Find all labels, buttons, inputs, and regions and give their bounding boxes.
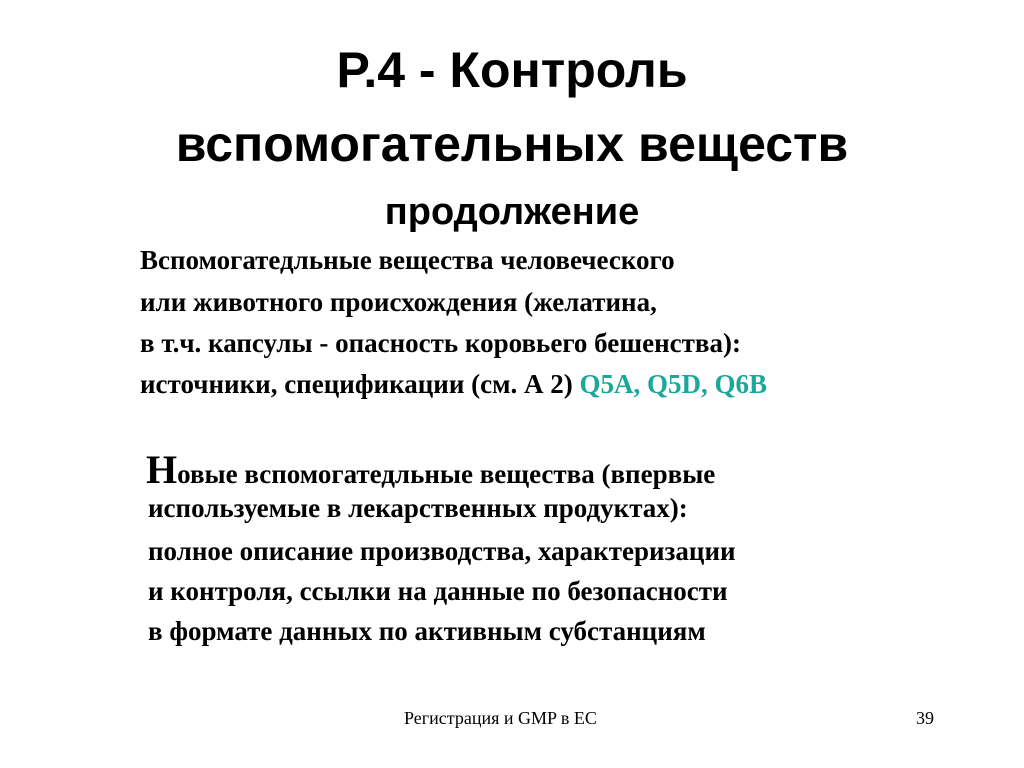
block2-line-1-text: овые вспомогатедльные вещества (впервые	[177, 459, 716, 489]
slide-title-line-2: вспомогательных веществ	[175, 116, 849, 172]
block1-line-4-text: источники, спецификации (см. А 2)	[140, 369, 580, 399]
slide-title-line-1: P.4 - Контроль	[336, 42, 688, 98]
block2-line-3: полное описание производства, характеризации	[148, 536, 736, 566]
block2-line-1	[146, 447, 716, 492]
block2-line-4: и контроля, ссылки на данные по безопасности	[148, 576, 728, 606]
block2-initial-letter: Н	[146, 447, 178, 492]
block2-line-2: используемые в лекарственных продуктах):	[148, 493, 688, 523]
block1-line-2: или животного происхождения (желатина,	[140, 287, 657, 317]
block1-line-3: в т.ч. капсулы - опасность коровьего бешенства):	[140, 328, 741, 358]
block1-line-1: Вспомогатедльные вещества человеческого	[140, 245, 675, 275]
block1-line-4	[140, 366, 767, 402]
block2-line-5: в формате данных по активным субстанциям	[148, 616, 706, 646]
footer-caption: Регистрация и GMP в ЕС	[404, 708, 597, 728]
slide-subtitle: продолжение	[384, 191, 640, 233]
page-number: 39	[916, 708, 934, 728]
guideline-references: Q5A, Q5D, Q6B	[579, 369, 768, 399]
